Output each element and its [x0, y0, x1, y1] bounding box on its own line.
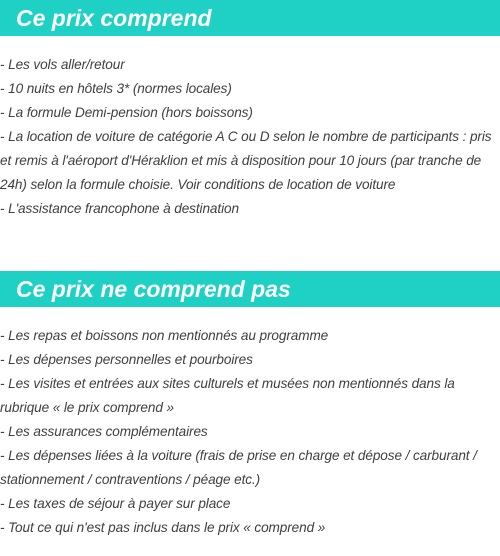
list-item: - Les visites et entrées aux sites culturels et musées non mentionnés dans la rubrique « le prix comprend »	[0, 376, 455, 415]
list-item: - Les dépenses liées à la voiture (frais de prise en charge et dépose / carburant / stationnement / contraventions / péage etc.)	[0, 448, 477, 487]
list-item: - Les vols aller/retour	[0, 57, 125, 72]
list-item: - La formule Demi-pension (hors boissons)	[0, 105, 253, 120]
list-item: - Les repas et boissons non mentionnés au programme	[0, 328, 329, 343]
included-list	[0, 53, 500, 221]
list-item: - L'assistance francophone à destination	[0, 201, 239, 216]
included-section-title: Ce prix comprend	[0, 0, 500, 36]
excluded-list	[0, 324, 500, 540]
list-item: - Tout ce qui n'est pas inclus dans le prix « comprend »	[0, 520, 326, 535]
list-item: - Les dépenses personnelles et pourboires	[0, 352, 253, 367]
list-item: - 10 nuits en hôtels 3* (normes locales)	[0, 81, 232, 96]
list-item: - La location de voiture de catégorie A C ou D selon le nombre de participants : pris et remis à l'aéroport d'Héraklion et mis à disposition pour 10 jours (par tranche de 24h) selon la formule choisie. Voir conditions de location de voiture	[0, 129, 492, 192]
excluded-section-title: Ce prix ne comprend pas	[0, 271, 500, 307]
list-item: - Les taxes de séjour à payer sur place	[0, 496, 231, 511]
list-item: - Les assurances complémentaires	[0, 424, 208, 439]
